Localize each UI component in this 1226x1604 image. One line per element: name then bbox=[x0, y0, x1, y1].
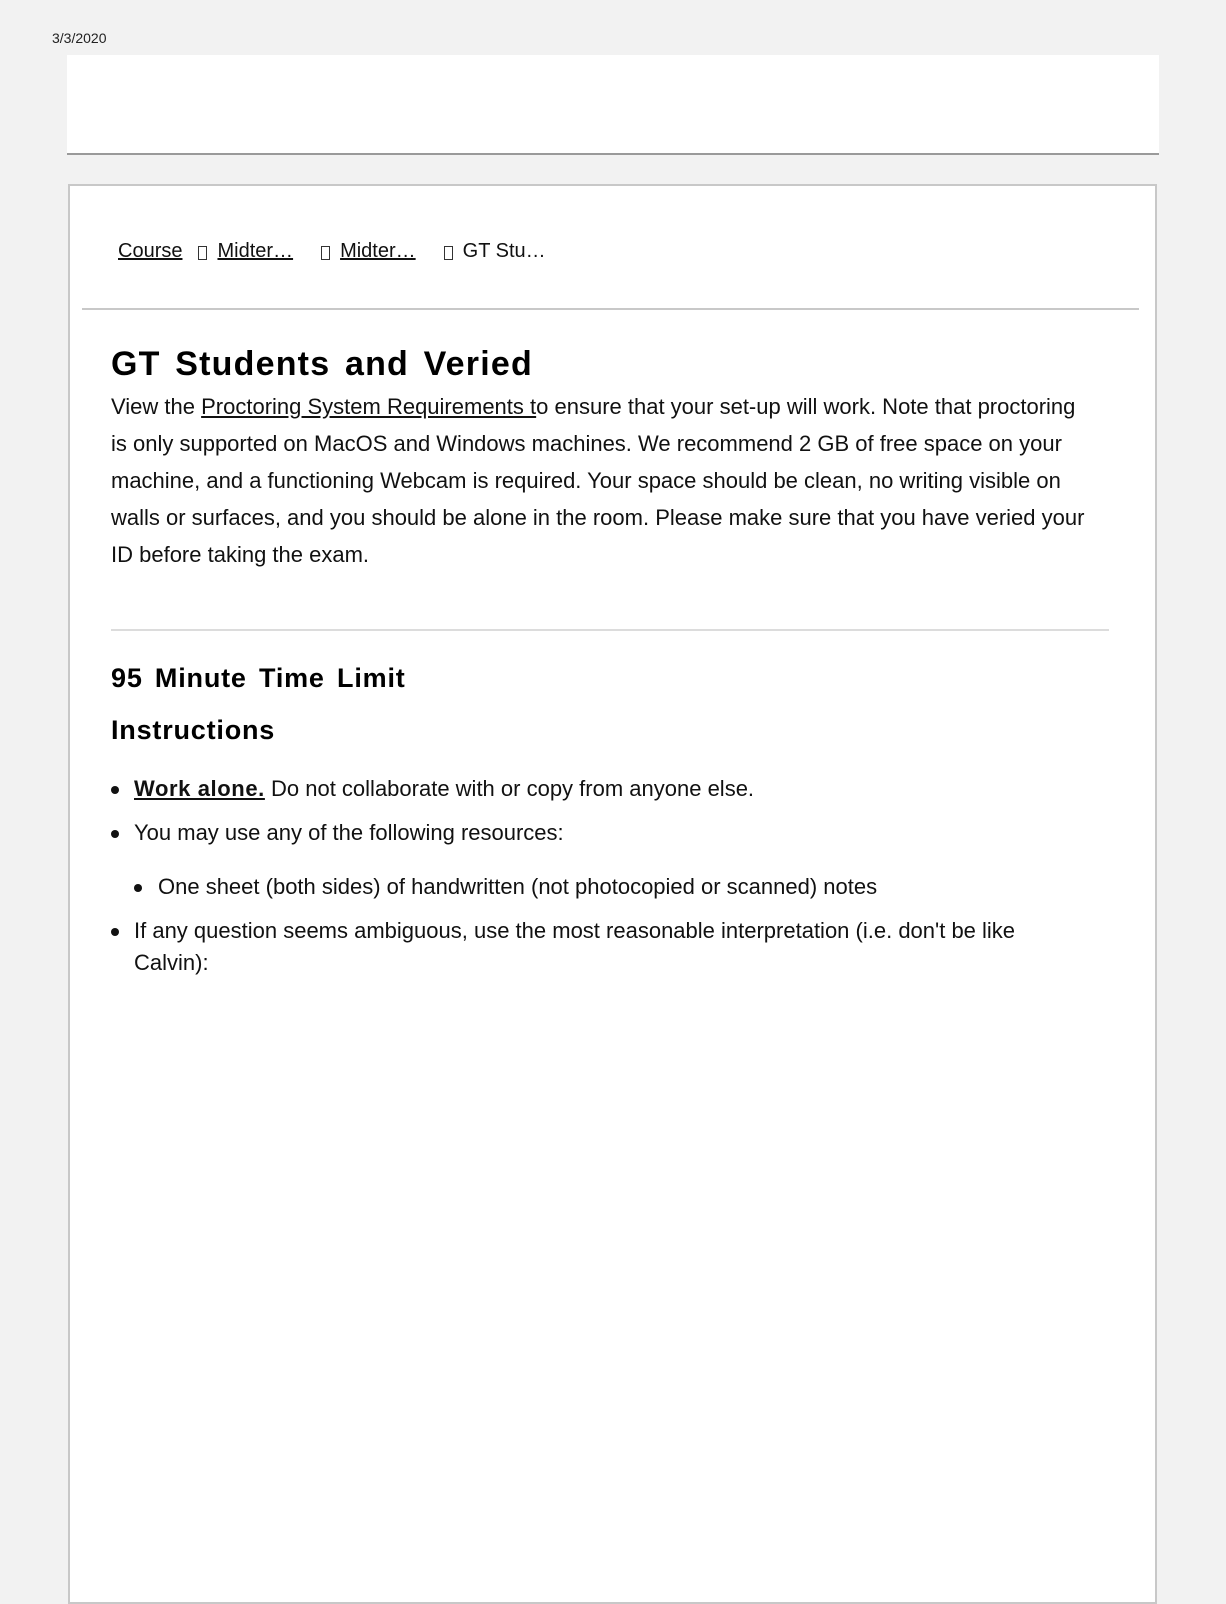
work-alone-link[interactable]: Work alone. bbox=[134, 776, 265, 801]
top-header-bar bbox=[67, 55, 1159, 155]
page-content bbox=[111, 342, 1111, 991]
intro-paragraph bbox=[111, 388, 1091, 573]
proctoring-requirements-link[interactable]: Proctoring System Requirements t bbox=[201, 394, 537, 419]
print-date: 3/3/2020 bbox=[52, 30, 107, 46]
breadcrumb-separator-icon bbox=[444, 246, 453, 260]
instructions-list bbox=[111, 773, 1111, 979]
list-item: If any question seems ambiguous, use the most reasonable interpretation (i.e. don't be like Calvin): bbox=[111, 915, 1074, 979]
content-frame bbox=[68, 184, 1157, 1604]
list-item bbox=[111, 773, 1074, 805]
breadcrumb-divider bbox=[82, 308, 1139, 310]
breadcrumb-separator-icon bbox=[198, 246, 207, 260]
page-title: GT Students and Veried bbox=[111, 345, 533, 383]
list-item-text: You may use any of the following resources: bbox=[134, 820, 564, 845]
resources-sublist bbox=[134, 871, 1074, 903]
list-item-text: Do not collaborate with or copy from anyone else. bbox=[264, 776, 755, 801]
breadcrumb-midterm-sub-link[interactable]: Midter… bbox=[340, 240, 416, 262]
instructions-heading: Instructions bbox=[111, 715, 276, 745]
time-limit-heading: 95 Minute Time Limit bbox=[111, 663, 406, 693]
list-item bbox=[111, 817, 1074, 903]
breadcrumb bbox=[118, 240, 546, 263]
section-divider bbox=[111, 629, 1109, 631]
intro-text-after: o ensure that your set-up will work. Note that proctoring is only supported on MacOS and Windows machines. We recommend 2 GB of free space on your machine, and a functioning Webcam is required. Your space should be clean, no writing visible on walls or surfaces, and you should be alone in the room. Please make sure that you have veried your ID before taking the exam. bbox=[111, 394, 1085, 567]
breadcrumb-course-link[interactable]: Course bbox=[118, 240, 183, 262]
sublist-item: One sheet (both sides) of handwritten (not photocopied or scanned) notes bbox=[134, 871, 1074, 903]
breadcrumb-separator-icon bbox=[321, 246, 330, 260]
intro-text-before: View the bbox=[111, 394, 202, 419]
breadcrumb-current: GT Stu… bbox=[462, 240, 546, 262]
breadcrumb-midterm-link[interactable]: Midter… bbox=[217, 240, 294, 262]
